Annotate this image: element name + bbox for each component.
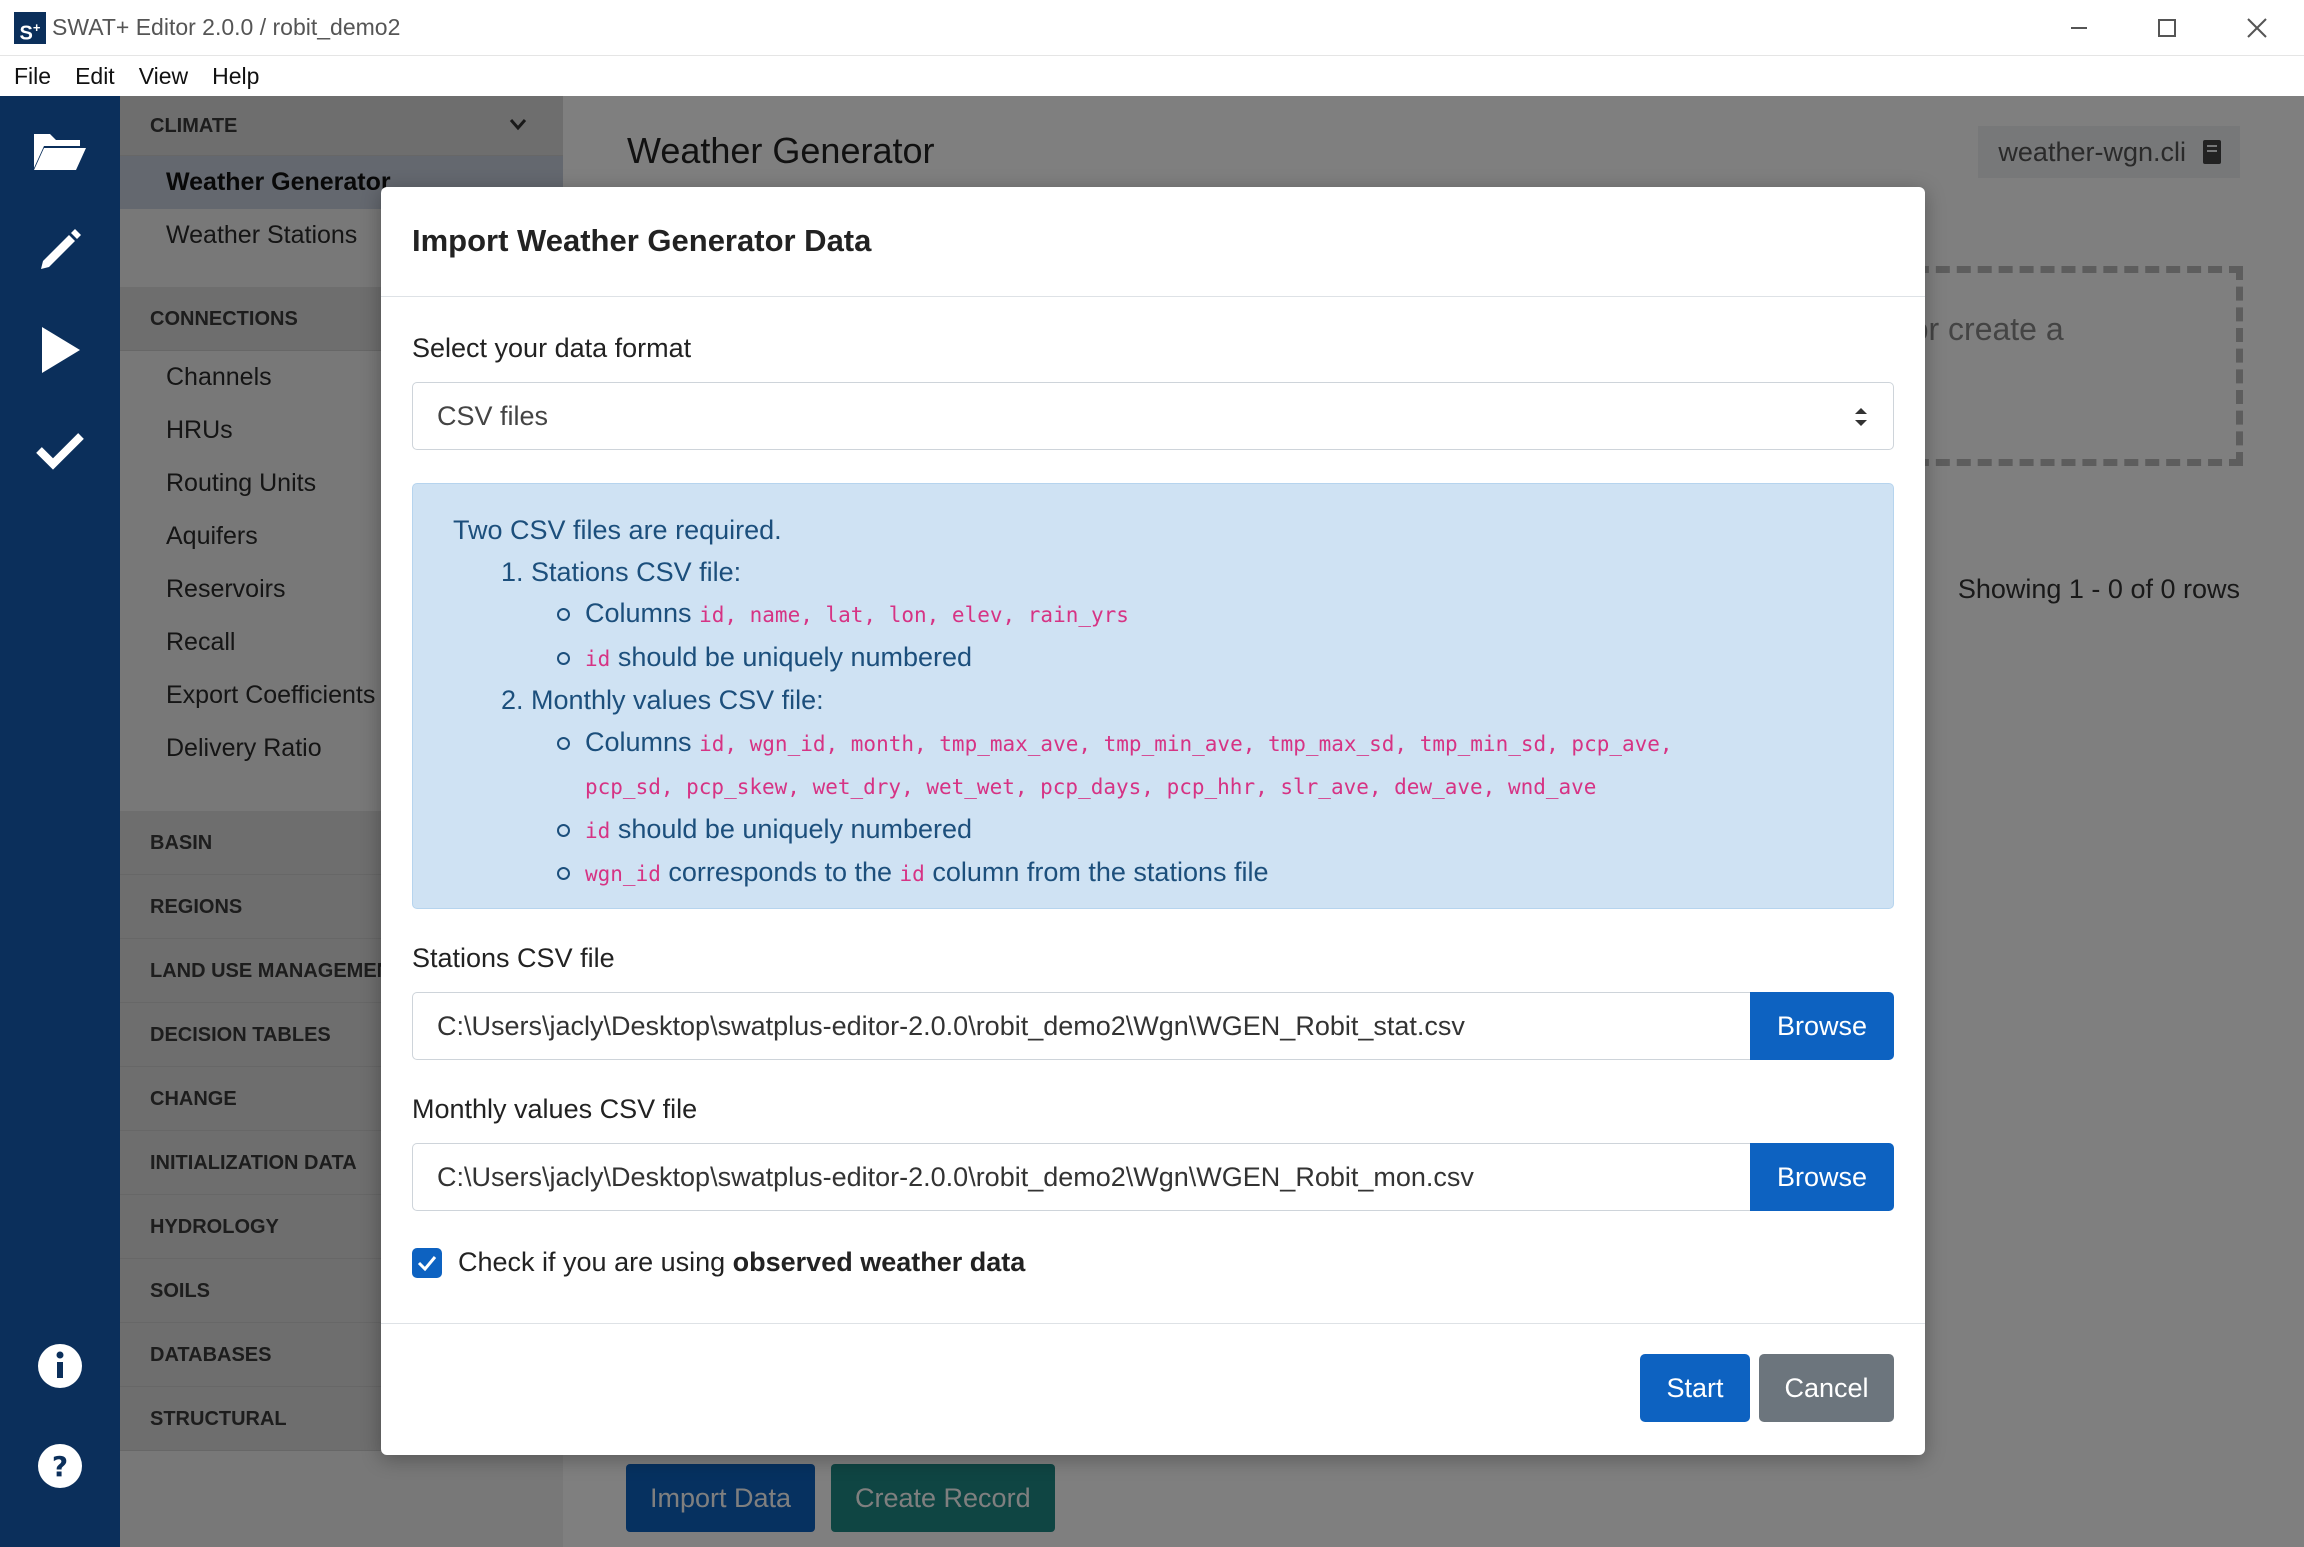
- monthly-browse-button[interactable]: Browse: [1750, 1143, 1894, 1211]
- info-intro: Two CSV files are required.: [453, 515, 782, 545]
- checkmark-icon: [417, 1255, 437, 1271]
- format-select[interactable]: CSV files: [412, 382, 1894, 450]
- monthly-file-row: [412, 1143, 1894, 1211]
- cancel-button[interactable]: Cancel: [1759, 1354, 1894, 1422]
- info-monthly-columns-cont: pcp_sd, pcp_skew, wet_dry, wet_wet, pcp_days, pcp_hhr, slr_ave, dew_ave, wnd_ave: [585, 775, 1597, 799]
- info-stations-unique: id should be uniquely numbered: [453, 637, 1853, 681]
- info-alert: [412, 483, 1894, 909]
- window-title: SWAT+ Editor 2.0.0 / robit_demo2: [52, 14, 401, 40]
- maximize-icon: [2157, 18, 2177, 38]
- minimize-button[interactable]: [2054, 10, 2104, 46]
- info-monthly-columns: Columns id, wgn_id, month, tmp_max_ave, tmp_min_ave, tmp_max_sd, tmp_min_sd, pcp_ave,: [453, 722, 1853, 766]
- format-label: Select your data format: [412, 333, 692, 363]
- stations-file-input[interactable]: C:\Users\jacly\Desktop\swatplus-editor-2.0.0\robit_demo2\Wgn\WGEN_Robit_stat.csv: [412, 992, 1750, 1060]
- close-window-button[interactable]: [2232, 10, 2282, 46]
- info-stations-title: 1. Stations CSV file:: [501, 556, 742, 587]
- icon-rail: [0, 96, 120, 1547]
- menu-file[interactable]: File: [14, 62, 52, 89]
- modal-header: [381, 187, 1925, 297]
- import-modal: [381, 187, 1925, 1455]
- play-icon[interactable]: [30, 320, 90, 380]
- info-wgn-id: wgn_id corresponds to the id column from the stations file: [453, 852, 1853, 896]
- close-icon: [2246, 17, 2268, 39]
- help-icon[interactable]: [30, 1436, 90, 1496]
- svg-text:?: ?: [51, 1450, 69, 1483]
- observed-data-row: [412, 1247, 1894, 1278]
- app-logo-icon: S+: [14, 12, 46, 44]
- modal-footer: [381, 1323, 1925, 1455]
- stations-file-label: Stations CSV file: [412, 943, 615, 973]
- stations-browse-button[interactable]: Browse: [1750, 992, 1894, 1060]
- check-icon[interactable]: [30, 420, 90, 480]
- menu-bar: [0, 56, 2304, 96]
- menu-view[interactable]: View: [138, 62, 189, 89]
- folder-open-icon[interactable]: [30, 120, 90, 180]
- select-arrows-icon: [1853, 383, 1869, 456]
- start-button[interactable]: Start: [1640, 1354, 1750, 1422]
- title-bar: [0, 0, 2304, 56]
- observed-data-checkbox[interactable]: [412, 1248, 442, 1278]
- info-monthly-title: 2. Monthly values CSV file:: [501, 685, 824, 715]
- modal-title: Import Weather Generator Data: [412, 223, 872, 258]
- modal-body: [381, 333, 1925, 1278]
- minimize-icon: [2069, 18, 2089, 38]
- monthly-file-input[interactable]: C:\Users\jacly\Desktop\swatplus-editor-2.0.0\robit_demo2\Wgn\WGEN_Robit_mon.csv: [412, 1143, 1750, 1211]
- monthly-file-label: Monthly values CSV file: [412, 1094, 698, 1124]
- pencil-icon[interactable]: [30, 220, 90, 280]
- maximize-button[interactable]: [2142, 10, 2192, 46]
- stations-file-row: [412, 992, 1894, 1060]
- observed-data-label[interactable]: Check if you are using observed weather data: [458, 1247, 1026, 1277]
- menu-help[interactable]: Help: [212, 62, 260, 89]
- menu-edit[interactable]: Edit: [75, 62, 115, 89]
- info-monthly-unique: id should be uniquely numbered: [453, 809, 1853, 853]
- info-icon[interactable]: [30, 1336, 90, 1396]
- info-stations-columns: Columns id, name, lat, lon, elev, rain_yrs: [453, 593, 1853, 637]
